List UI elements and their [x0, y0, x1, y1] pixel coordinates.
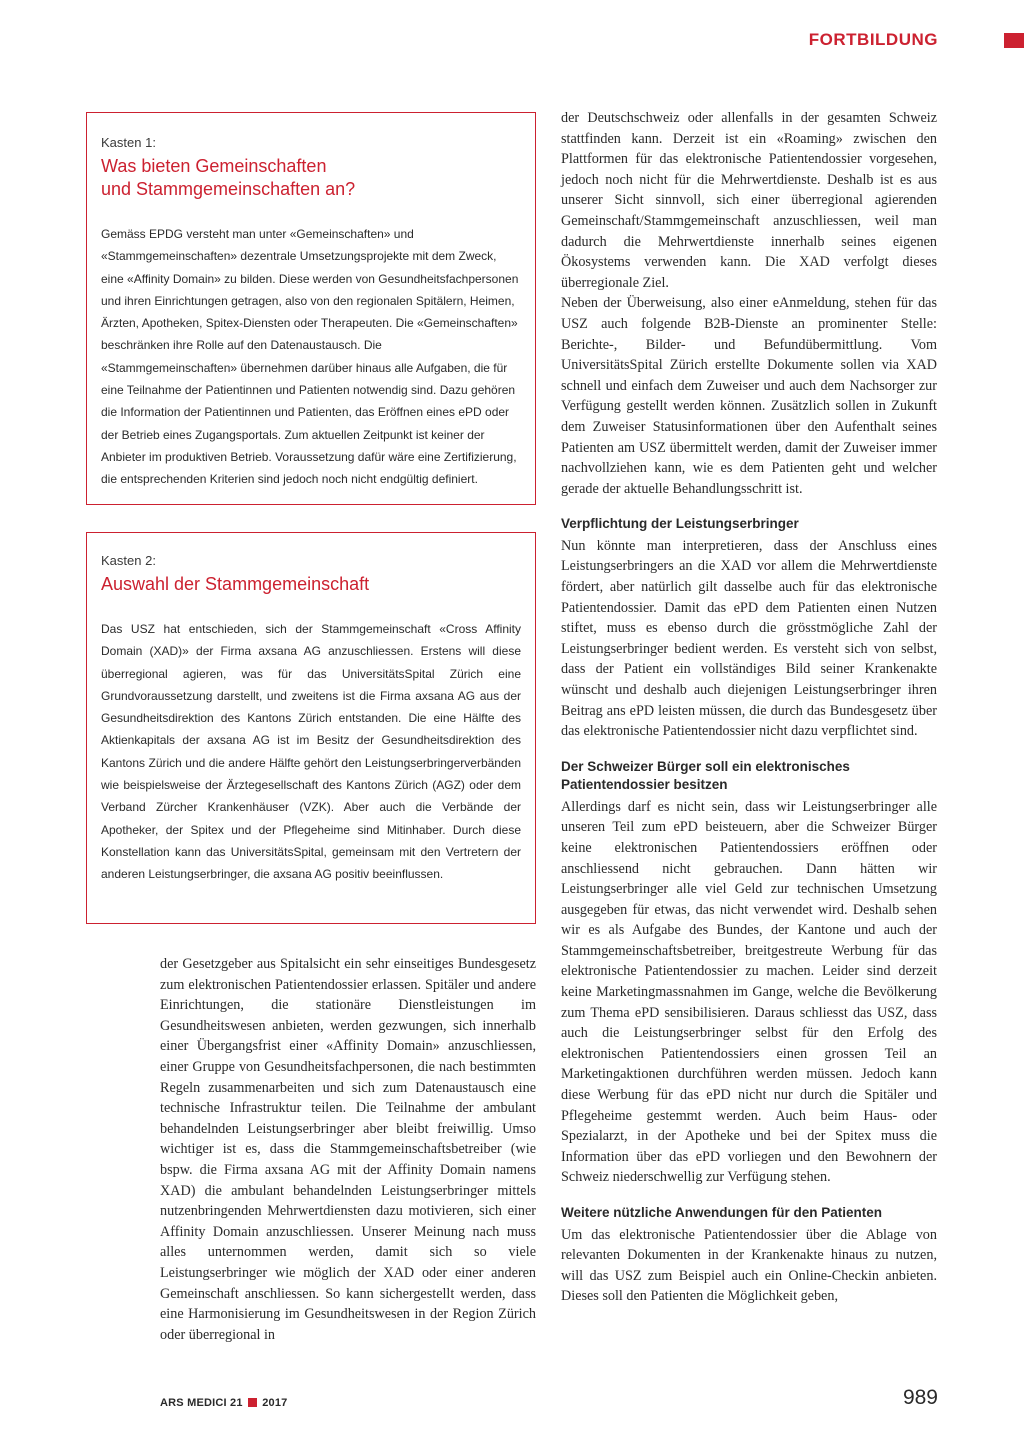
subheading — [561, 758, 937, 795]
journal-year: 2017 — [262, 1397, 288, 1409]
box-kicker: Kasten 2: — [101, 553, 156, 568]
subheading: Weitere nützliche Anwendungen für den Patienten — [561, 1205, 883, 1220]
body-paragraph: Nun könnte man interpretieren, dass der Anschluss eines Leistungserbringers an die XAD vor allem die Mehrwertdienste fördert, aber natürlich gilt dasselbe auch für das elektronische Patientendossier. Damit das ePD dem Patienten einen Nutzen stiftet, muss es ebenso durch die grösstmögliche Zahl der Leistungserbringer bedient werden. Es versteht sich von selbst, dass der Patient ein vollständiges Bild seiner Krankenakte wünscht und deshalb auch diejenigen Leistungserbringer ihren Beitrag ans ePD leisten müssen, die durch das Bundesgesetz über das elektronische Patientendossier nicht dazu verpflichtet sind. — [561, 537, 937, 740]
right-column — [561, 108, 937, 1307]
box-title-line-1: Was bieten Gemeinschaften — [101, 156, 327, 176]
section-label: FORTBILDUNG — [808, 30, 938, 49]
journal-name: ARS MEDICI 21 — [160, 1397, 243, 1409]
subheading-line-2: Patientendossier besitzen — [561, 777, 728, 793]
footer-marker — [248, 1398, 257, 1407]
body-paragraph: Um das elektronische Patientendossier über die Ablage von relevanten Dokumenten in der Krankenakte hinaus zu nutzen, will das USZ zum Beispiel auch ein Online-Checkin anbieten. Dieses soll den Patienten die Möglichkeit geben, — [561, 1226, 937, 1305]
body-paragraph: der Gesetzgeber aus Spitalsicht ein sehr einseitiges Bundesgesetz zum elektronischen Patientendossier erlassen. Spitäler und andere Einrichtungen, die stationäre Dienstleistungen im Gesundheitswesen anbieten, werden gezwungen, sich innerhalb einer Übergangsfrist einer «Affinity Domain» anzuschliessen, einer Gruppe von Gesundheitsfachpersonen, die nach bestimmten Regeln zusammenarbeiten und sich zum Datenaustausch eine technische Infrastruktur teilen. Die Teilnahme der ambulant behandelnden Leistungserbringer aber bleibt freiwillig. Umso wichtiger ist es, dass die Stammgemeinschaftsbetreiber (wie bspw. die Firma axsana AG mit der Affinity Domain namens XAD) die ambulant behandelnden Leistungserbringer mittels nutzenbringenden Mehrwertdiensten dazu motivieren, sich einer Affinity Domain anzuschliessen. Unserer Meinung nach muss alles unternommen werden, damit sich so viele Leistungserbringer wie möglich der XAD oder einer anderen Gemeinschaft anschliessen. So kann sichergestellt werden, dass eine Harmonisierung im Gesundheitswesen in der Region Zürich oder überregional in — [160, 956, 536, 1343]
box-kicker: Kasten 1: — [101, 135, 156, 150]
box-title-line-2: und Stammgemeinschaften an? — [101, 179, 356, 199]
footer-journal — [160, 1397, 288, 1409]
box-title: Auswahl der Stammgemeinschaft — [101, 574, 370, 594]
body-paragraph: Allerdings darf es nicht sein, dass wir Leistungserbringer alle unseren Teil zum ePD beisteuern, aber die Schweizer Bürger keine elektronischen Patientendossiers eröffnen oder anschliessend nicht gebrauchen. Dann hätten wir Leistungserbringer alle viel Geld zur technischen Umsetzung ausgegeben für etwas, das nicht verwendet wird. Deshalb sehen wir es als Aufgabe des Bundes, der Kantone und auch der Stammgemeinschaftsbetreiber, breitgestreute Werbung für das elektronische Patientendossier zu machen. Leider sind derzeit keine Marketingmassnahmen im Gange, welche die Bevölkerung zum Thema ePD sensibilisieren. Daraus schliesst das USZ, dass auch die Leistungserbringer selbst für den Erfolg des elektronischen Patientendossiers einen grossen Teil an Marketingaktionen durchführen werden müssen. Jedoch kann diese Werbung für das ePD nicht nur durch die Spitäler und Pflegeheime gestemmt werden. Auch beim Haus- oder Spezialarzt, in der Apotheke und bei der Spitex muss die Information über das ePD vorliegen und den Bewohnern der Schweiz niederschwellig zur Verfügung stehen. — [561, 798, 937, 1186]
body-paragraph: der Deutschschweiz oder allenfalls in der gesamten Schweiz stattfinden kann. Derzeit ist ein «Roaming» zwischen den Plattformen für das elektronische Patientendossier vorgesehen, jedoch noch nicht für die Mehrwertdienste. Deshalb ist es aus unserer Sicht sinnvoll, sich einer überregional agierenden Gemeinschaft/Stammgemeinschaft anzuschliessen, weil man dadurch die Mehrwertdienste innerhalb seines eigenen Ökosystems verwenden kann. Die XAD verfolgt dieses überregionale Ziel. — [561, 110, 937, 291]
subheading-line-1: Der Schweizer Bürger soll ein elektronisches — [561, 758, 850, 774]
page-number: 989 — [902, 1386, 938, 1409]
box-body: Gemäss EPDG versteht man unter «Gemeinschaften» und «Stammgemeinschaften» dezentrale Umsetzungsprojekte mit dem Zweck, eine «Affinity Domain» zu bilden. Diese werden von Gesundheitsfachpersonen und ihren Einrichtungen getragen, also von den regionalen Spitälern, Heimen, Ärzten, Apotheken, Spitex-Diensten oder Therapeuten. Die «Gemeinschaften» beschränken ihre Rolle auf den Datenaustausch. Die «Stammgemeinschaften» übernehmen darüber hinaus alle Aufgaben, die für eine Teilnahme der Patientinnen und Patienten notwendig sind. Dazu gehören die Information der Patientinnen und Patienten, das Eröffnen eines ePD oder der Betrieb eines Zugangsportals. Zum aktuellen Zeitpunkt ist keiner der Anbieter im produktiven Betrieb. Voraussetzung dafür wäre eine Zertifizierung, die entsprechenden Kriterien sind jedoch noch nicht endgültig definiert. — [101, 227, 519, 487]
subheading: Verpflichtung der Leistungserbringer — [561, 516, 799, 532]
info-box-2 — [86, 532, 536, 924]
section-marker — [1004, 33, 1024, 48]
left-column — [160, 954, 536, 1345]
box-body: Das USZ hat entschieden, sich der Stammgemeinschaft «Cross Affinity Domain (XAD)» der Firma axsana AG anzuschliessen. Erstens will diese überregional agieren, was für das UniversitätsSpital Zürich eine Grundvoraussetzung darstellt, und zweitens ist die Firma axsana AG aus der Gesundheitsdirektion des Kantons Zürich entstanden. Die eine Hälfte des Aktienkapitals der axsana AG ist im Besitz der Gesundheitsdirektion des Kantons Zürich und die andere Hälfte gehört den Leistungserbringerverbänden wie beispielsweise der Ärztegesellschaft des Kantons Zürich (AGZ) oder dem Verband Zürcher Krankenhäuser (VZK). Aber auch die Verbände der Apotheker, der Spitex und der Pflegeheime sind Mitinhaber. Durch diese Konstellation kann das UniversitätsSpital, gemeinsam mit den Vertretern der anderen Leistungserbringer, die axsana AG positiv beeinflussen. — [101, 622, 521, 882]
body-paragraph: Neben der Überweisung, also einer eAnmeldung, stehen für das USZ auch folgende B2B-Dienste an prominenter Stelle: Berichte-, Bilder- und Befundübermittlung. Vom UniversitätsSpital Zürich erstellte Dokumente sollen via XAD schnell und einfach dem Zuweiser und auch dem Nachsorger zur Verfügung gestellt werden können. Zusätzlich sollen in Zukunft dem Zuweiser Statusinformationen über den Aufenthalt seines Patienten am USZ übermittelt werden, damit der Zuweiser immer nachvollziehen kann, wie es dem Patienten geht und welcher gerade der aktuelle Behandlungsschritt ist. — [561, 295, 937, 497]
info-box-1 — [86, 112, 536, 505]
box-title — [101, 155, 521, 201]
